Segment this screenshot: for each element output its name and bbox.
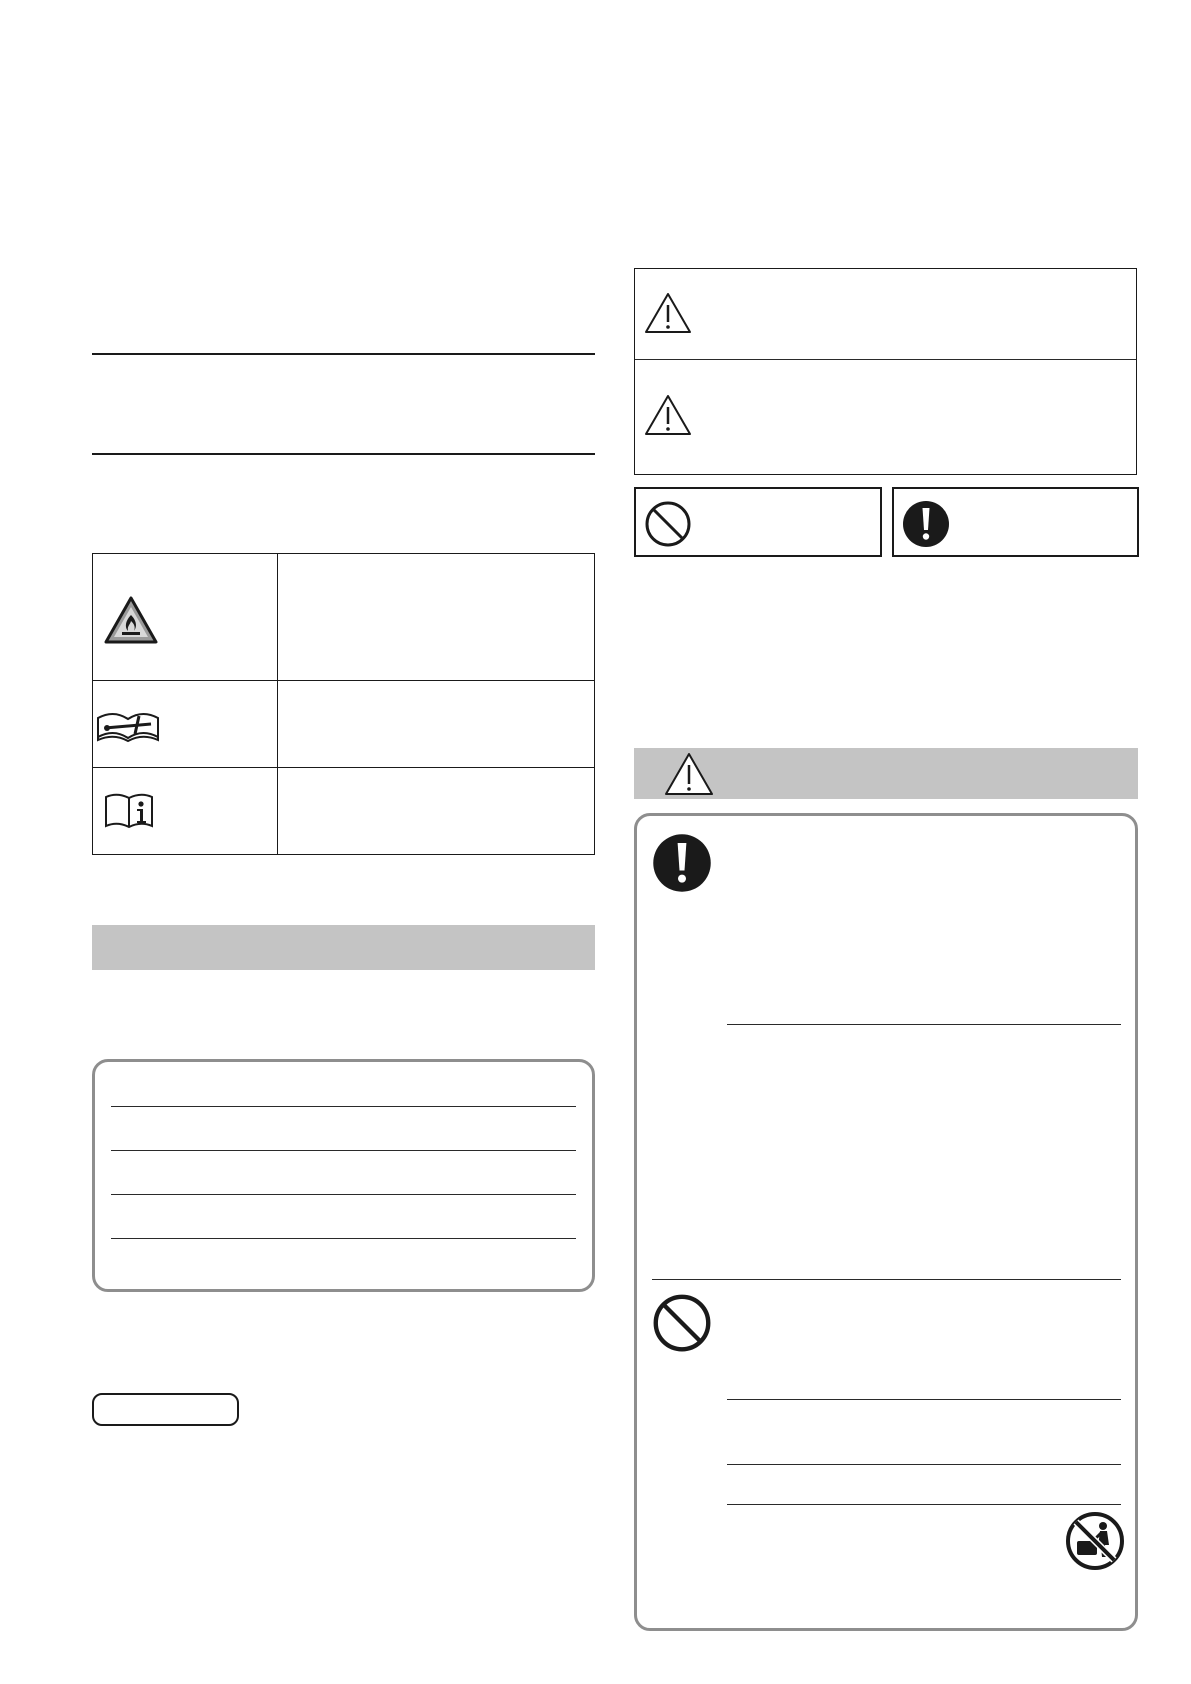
notes-box bbox=[92, 1059, 595, 1292]
section-header-bar bbox=[92, 925, 595, 970]
notes-rule bbox=[111, 1106, 576, 1107]
notes-rule bbox=[111, 1194, 576, 1195]
warning-triangle-icon bbox=[643, 291, 693, 335]
flammable-warning-icon bbox=[103, 595, 159, 645]
safety-rule bbox=[727, 1024, 1121, 1025]
warning-header-bar bbox=[634, 748, 1138, 799]
safety-section-divider bbox=[652, 1279, 1121, 1280]
safety-rule bbox=[727, 1399, 1121, 1400]
mandatory-symbol-box bbox=[892, 487, 1139, 557]
prohibited-icon bbox=[644, 500, 692, 548]
label-pill bbox=[92, 1393, 239, 1426]
caution-triangle-icon bbox=[643, 393, 693, 437]
notes-rule bbox=[111, 1150, 576, 1151]
warning-triangle-icon bbox=[663, 751, 715, 797]
safety-rule bbox=[727, 1464, 1121, 1465]
notes-rule bbox=[111, 1238, 576, 1239]
table-row bbox=[93, 554, 277, 680]
mandatory-icon bbox=[902, 500, 950, 548]
no-climbing-icon bbox=[1065, 1511, 1125, 1571]
top-rule-2 bbox=[92, 453, 595, 455]
table-row bbox=[93, 680, 277, 767]
signal-words-panel bbox=[634, 268, 1137, 475]
safety-rule bbox=[727, 1504, 1121, 1505]
safety-instructions-box bbox=[634, 813, 1138, 1631]
service-manual-icon bbox=[95, 704, 161, 744]
table-divider-vertical bbox=[277, 554, 278, 854]
prohibited-icon bbox=[652, 1293, 712, 1353]
signal-panel-divider bbox=[635, 359, 1136, 360]
symbols-table bbox=[92, 553, 595, 855]
table-row bbox=[93, 767, 277, 854]
prohibited-symbol-box bbox=[634, 487, 882, 557]
operation-manual-info-icon bbox=[103, 791, 155, 831]
top-rule-1 bbox=[92, 353, 595, 355]
mandatory-icon bbox=[652, 833, 712, 893]
